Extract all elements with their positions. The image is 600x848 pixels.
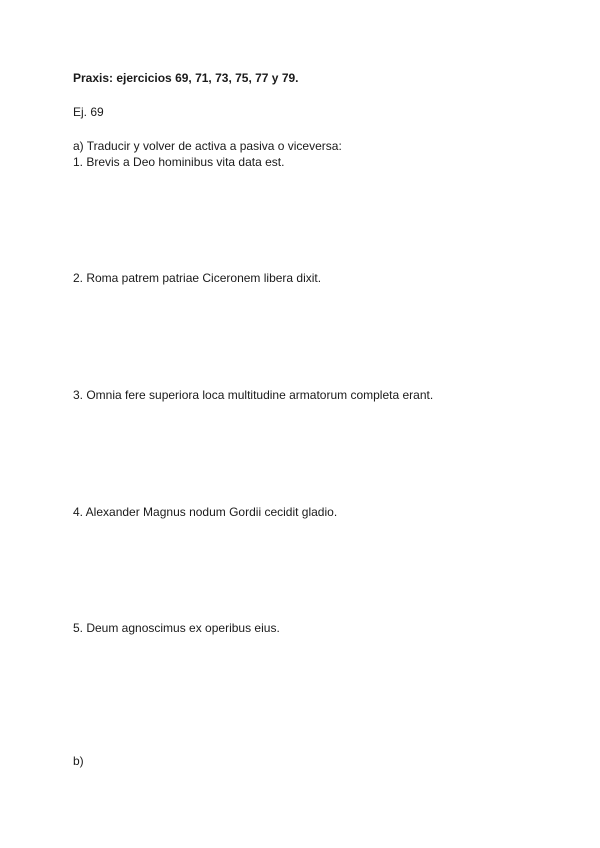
exercise-sentence-2: 2. Roma patrem patriae Ciceronem libera dixit. — [73, 271, 322, 285]
exercise-sentence-1: 1. Brevis a Deo hominibus vita data est. — [73, 155, 285, 169]
exercise-sentence-5: 5. Deum agnoscimus ex operibus eius. — [73, 621, 280, 635]
part-b-label: b) — [73, 754, 84, 768]
exercise-sentence-4: 4. Alexander Magnus nodum Gordii cecidit gladio. — [73, 505, 338, 519]
exercise-sentence-3: 3. Omnia fere superiora loca multitudine armatorum completa erant. — [73, 388, 434, 402]
exercise-instruction: a) Traducir y volver de activa a pasiva o viceversa: — [73, 139, 342, 153]
section-label: Ej. 69 — [73, 105, 104, 119]
page-title: Praxis: ejercicios 69, 71, 73, 75, 77 y 79. — [73, 71, 299, 85]
